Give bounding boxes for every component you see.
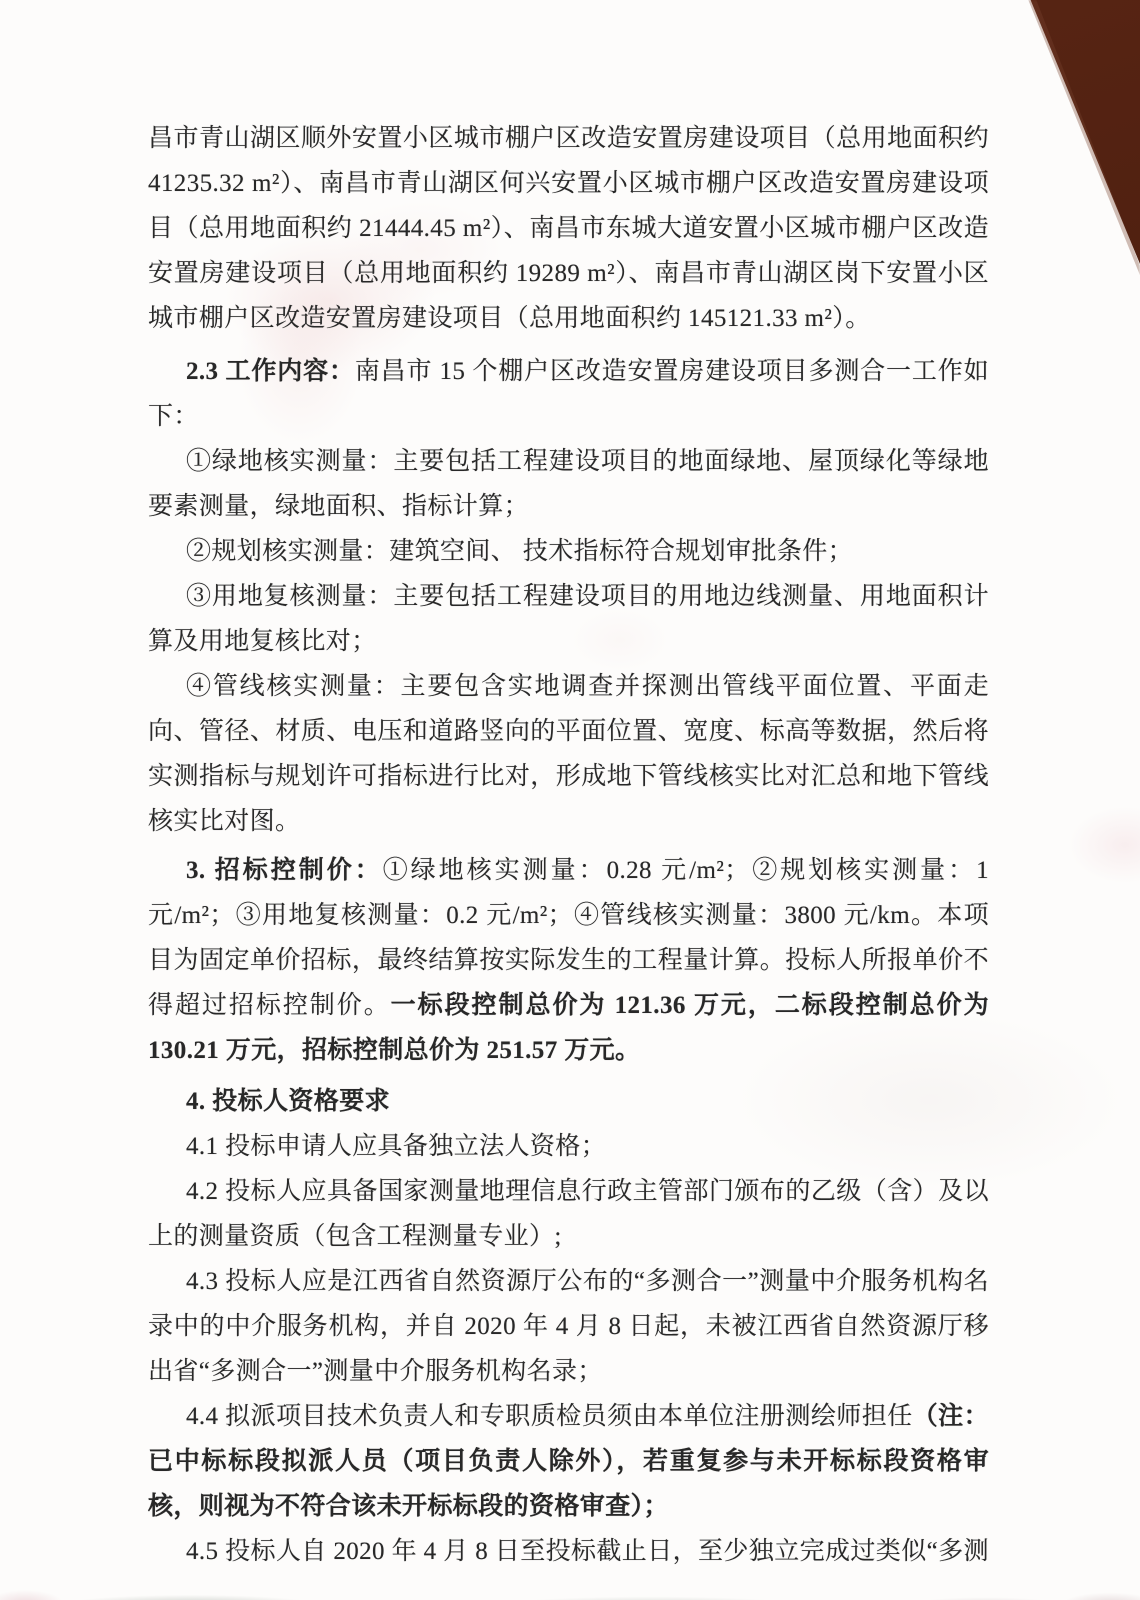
paragraph	[148, 664, 989, 844]
text-segment: ④管线核实测量：主要包含实地调查并探测出管线平面位置、平面走向、管径、材质、电压和道路竖向的平面位置、宽度、标高等数据，然后将实测指标与规划许可指标进行比对，形成地下管线核实比对汇总和地下管线核实比对图。	[148, 673, 989, 835]
text-segment: 2.3 工作内容：	[186, 358, 355, 385]
paragraph	[148, 1394, 989, 1529]
page-bottom-edge	[0, 1580, 1140, 1600]
paragraph	[148, 1169, 989, 1259]
paragraph	[148, 116, 989, 341]
text-segment: 4.2 投标人应具备国家测量地理信息行政主管部门颁布的乙级（含）及以上的测量资质（包含工程测量专业）;	[148, 1178, 989, 1250]
paragraph	[148, 349, 989, 439]
text-segment: ①绿地核实测量：主要包括工程建设项目的地面绿地、屋顶绿化等绿地要素测量，绿地面积、指标计算；	[148, 448, 989, 520]
text-segment: 3. 招标控制价：	[186, 857, 383, 884]
text-segment: ②规划核实测量：建筑空间、 技术指标符合规划审批条件；	[186, 538, 854, 565]
paragraph	[148, 574, 989, 664]
paragraph	[148, 848, 989, 1073]
section-heading	[148, 1079, 989, 1124]
text-segment: 4.4 拟派项目技术负责人和专职质检员须由本单位注册测绘师担任	[186, 1403, 913, 1430]
text-segment: 4.1 投标申请人应具备独立法人资格；	[186, 1133, 607, 1160]
paragraph	[148, 1529, 989, 1574]
paragraph	[148, 1124, 989, 1169]
paragraph	[148, 439, 989, 529]
text-segment: 一标段控制总价为 121.36 万元，二标段控制总价为 130.21 万元，招标控制总价为 251.57 万元。	[148, 992, 989, 1064]
text-segment: 昌市青山湖区顺外安置小区城市棚户区改造安置房建设项目（总用地面积约 41235.32 m²）、南昌市青山湖区何兴安置小区城市棚户区改造安置房建设项目（总用地面积约 21444.45 m²）、南昌市东城大道安置小区城市棚户区改造安置房建设项目（总用地面积约 19289 m²）、南昌市青山湖区岗下安置小区城市棚户区改造安置房建设项目（总用地面积约 145121.33 m²）。	[148, 125, 989, 332]
text-segment: ③用地复核测量：主要包括工程建设项目的用地边线测量、用地面积计算及用地复核比对；	[148, 583, 989, 655]
text-segment: 4. 投标人资格要求	[186, 1088, 391, 1115]
document-body	[148, 116, 989, 1574]
text-segment: 4.3 投标人应是江西省自然资源厅公布的“多测合一”测量中介服务机构名录中的中介服务机构，并自 2020 年 4 月 8 日起，未被江西省自然资源厅移出省“多测合一”测量中介服务机构名录；	[148, 1268, 989, 1385]
paragraph	[148, 529, 989, 574]
text-segment: 4.5 投标人自 2020 年 4 月 8 日至投标截止日，至少独立完成过类似“多测	[186, 1538, 989, 1565]
text-segment: （注：已中标标段拟派人员（项目负责人除外），若重复参与未开标标段资格审核，则视为不符合该未开标标段的资格审查）；	[148, 1403, 989, 1520]
text-segment: ①绿地核实测量：0.28 元/m²；②规划核实测量：1 元/m²；③用地复核测量：0.2 元/m²；④管线核实测量：3800 元/km。本项目为固定单价招标，最终结算按实际发生的工程量计算。投标人所报单价不得超过招标控制价。	[148, 857, 989, 1019]
paragraph	[148, 1259, 989, 1394]
text-segment: 南昌市 15 个棚户区改造安置房建设项目多测合一工作如下：	[148, 358, 989, 430]
